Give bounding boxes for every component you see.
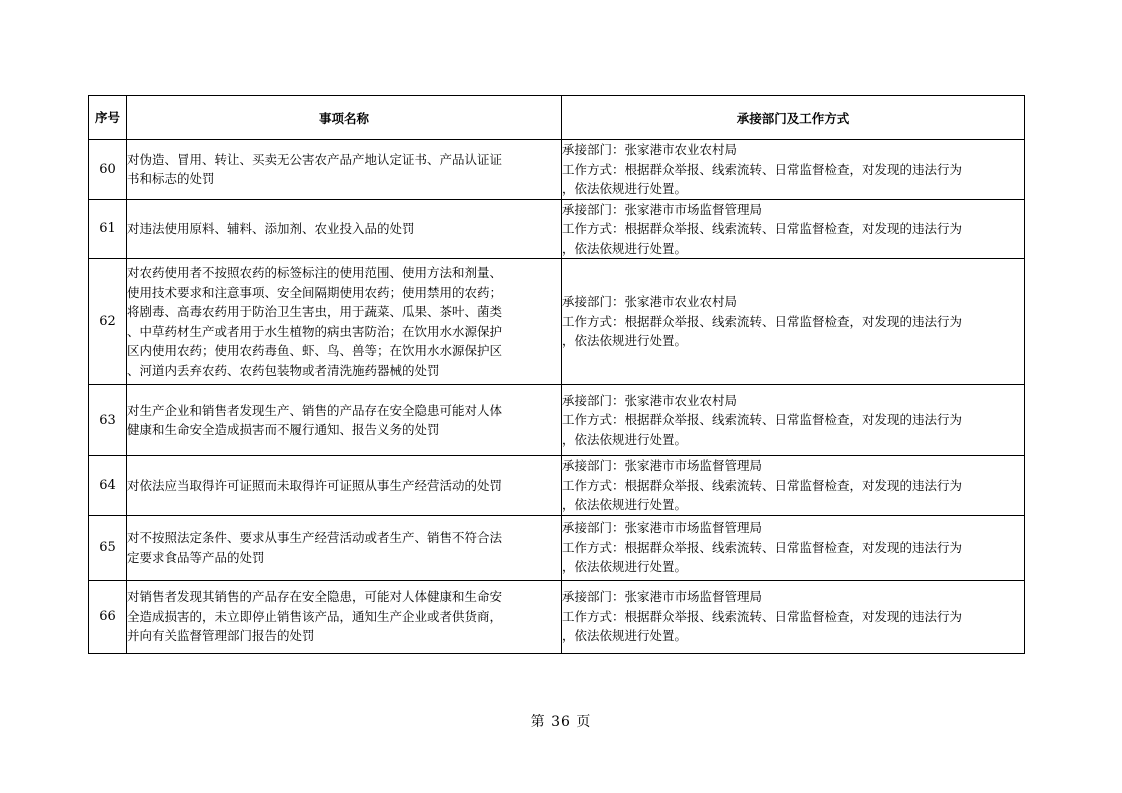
- row-item-name: [127, 456, 562, 516]
- row-item-name: [127, 385, 562, 456]
- row-item-name: [127, 140, 562, 200]
- row-dept-and-method: [562, 259, 1025, 385]
- table-row: [89, 199, 1025, 259]
- item-name-line: 并向有关监督管理部门报告的处罚: [127, 628, 315, 644]
- row-dept-and-method: [562, 199, 1025, 259]
- row-item-name: [127, 515, 562, 580]
- item-name-line: 对不按照法定条件、要求从事生产经营活动或者生产、销售不符合法: [127, 530, 503, 545]
- dept-method-line: 承接部门：张家港市市场监督管理局: [562, 458, 763, 473]
- item-name-line: 使用技术要求和注意事项、安全间隔期使用农药；使用禁用的农药；: [127, 284, 503, 300]
- header-serial-number: 序号: [89, 96, 127, 140]
- table-row: [89, 140, 1025, 200]
- item-name-line: 对销售者发现其销售的产品存在安全隐患，可能对人体健康和生命安: [127, 589, 503, 605]
- dept-method-line: 承接部门：张家港市市场监督管理局: [562, 520, 763, 536]
- item-name-line: 对伪造、冒用、转让、买卖无公害农产品产地认定证书、产品认证证: [127, 151, 503, 167]
- row-serial-number: 64: [89, 456, 127, 516]
- page-number: 第 36 页: [530, 714, 592, 730]
- row-dept-and-method: [562, 580, 1025, 653]
- row-serial-number: 60: [89, 140, 127, 200]
- table-row: [89, 456, 1025, 516]
- table-row: [89, 580, 1025, 653]
- dept-method-line: ，依法依规进行处置。: [562, 240, 688, 256]
- table-row: [89, 515, 1025, 580]
- dept-method-line: ，依法依规进行处置。: [562, 497, 688, 512]
- row-serial-number: 62: [89, 259, 127, 385]
- dept-method-line: 承接部门：张家港市农业农村局: [562, 392, 738, 408]
- row-dept-and-method: [562, 140, 1025, 200]
- dept-method-line: 工作方式：根据群众举报、线索流转、日常监督检查，对发现的违法行为: [562, 608, 963, 624]
- dept-method-line: ，依法依规进行处置。: [562, 628, 688, 644]
- item-name-line: 健康和生命安全造成损害而不履行通知、报告义务的处罚: [127, 422, 440, 437]
- dept-method-line: 工作方式：根据群众举报、线索流转、日常监督检查，对发现的违法行为: [562, 539, 963, 555]
- item-name-line: 区内使用农药；使用农药毒鱼、虾、鸟、兽等；在饮用水水源保护区: [127, 343, 503, 358]
- dept-method-line: 承接部门：张家港市市场监督管理局: [562, 201, 763, 217]
- row-serial-number: 65: [89, 515, 127, 580]
- dept-method-line: ，依法依规进行处置。: [562, 181, 688, 196]
- item-name-line: 将剧毒、高毒农药用于防治卫生害虫，用于蔬菜、瓜果、茶叶、菌类: [127, 304, 503, 319]
- row-serial-number: 63: [89, 385, 127, 456]
- item-name-line: 对生产企业和销售者发现生产、销售的产品存在安全隐患可能对人体: [127, 402, 503, 418]
- item-name-line: 、河道内丢弃农药、农药包装物或者清洗施药器械的处罚: [127, 362, 440, 378]
- table-body: [89, 140, 1025, 654]
- dept-method-line: ，依法依规进行处置。: [562, 431, 688, 447]
- row-serial-number: 61: [89, 199, 127, 259]
- item-name-line: 对农药使用者不按照农药的标签标注的使用范围、使用方法和剂量、: [127, 265, 503, 280]
- header-dept-and-method: 承接部门及工作方式: [562, 96, 1025, 140]
- row-dept-and-method: [562, 515, 1025, 580]
- table-row: [89, 259, 1025, 385]
- table-row: [89, 385, 1025, 456]
- row-item-name: [127, 259, 562, 385]
- row-item-name: [127, 199, 562, 259]
- dept-method-line: 工作方式：根据群众举报、线索流转、日常监督检查，对发现的违法行为: [562, 161, 963, 177]
- row-item-name: [127, 580, 562, 653]
- item-name-line: 、中草药材生产或者用于水生植物的病虫害防治；在饮用水水源保护: [127, 323, 503, 339]
- dept-method-line: ，依法依规进行处置。: [562, 333, 688, 349]
- item-name-line: 定要求食品等产品的处罚: [127, 549, 265, 565]
- item-name-line: 书和标志的处罚: [127, 171, 215, 187]
- header-item-name: 事项名称: [127, 96, 562, 140]
- dept-method-line: 工作方式：根据群众举报、线索流转、日常监督检查，对发现的违法行为: [562, 313, 963, 329]
- row-dept-and-method: [562, 385, 1025, 456]
- item-name-line: 全造成损害的，未立即停止销售该产品，通知生产企业或者供货商，: [127, 608, 503, 624]
- matters-table: [88, 95, 1025, 654]
- item-name-line: 对依法应当取得许可证照而未取得许可证照从事生产经营活动的处罚: [127, 477, 503, 493]
- dept-method-line: 工作方式：根据群众举报、线索流转、日常监督检查，对发现的违法行为: [562, 221, 963, 236]
- dept-method-line: ，依法依规进行处置。: [562, 559, 688, 575]
- item-name-line: 对违法使用原料、辅料、添加剂、农业投入品的处罚: [127, 221, 415, 236]
- table-header-row: [89, 96, 1025, 140]
- row-serial-number: 66: [89, 580, 127, 653]
- dept-method-line: 承接部门：张家港市农业农村局: [562, 142, 738, 157]
- row-dept-and-method: [562, 456, 1025, 516]
- dept-method-line: 承接部门：张家港市市场监督管理局: [562, 589, 763, 605]
- dept-method-line: 工作方式：根据群众举报、线索流转、日常监督检查，对发现的违法行为: [562, 477, 963, 493]
- dept-method-line: 工作方式：根据群众举报、线索流转、日常监督检查，对发现的违法行为: [562, 412, 963, 428]
- dept-method-line: 承接部门：张家港市农业农村局: [562, 294, 738, 310]
